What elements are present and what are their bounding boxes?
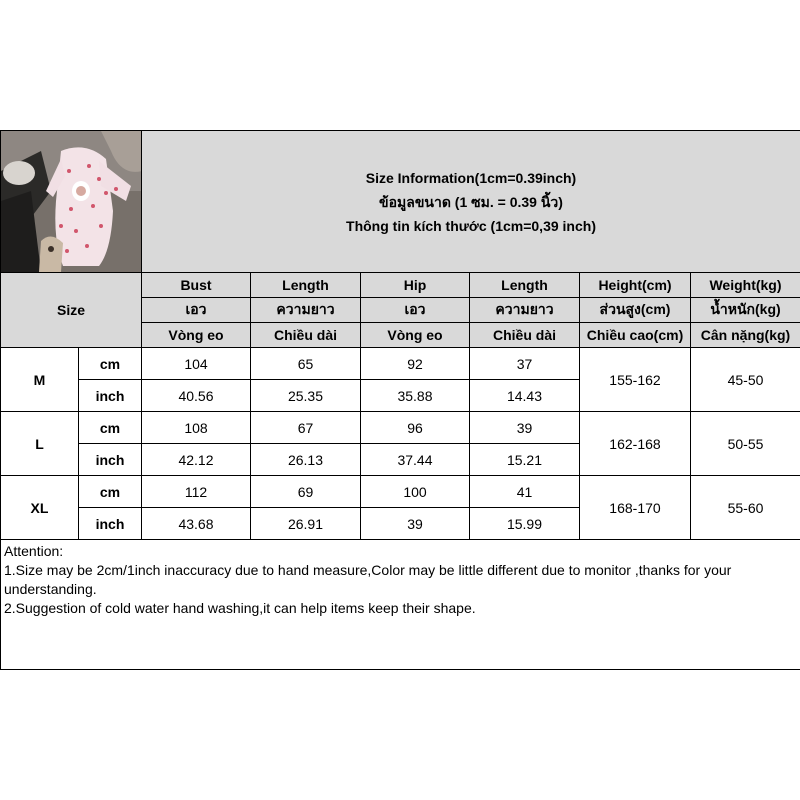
value-cell: 39 [361, 508, 470, 540]
weight-range: 45-50 [691, 348, 800, 412]
weight-range: 55-60 [691, 476, 800, 540]
weight-range: 50-55 [691, 412, 800, 476]
col-header-length-2-thai: ความยาว [470, 298, 580, 323]
product-photo-image [1, 131, 142, 272]
size-header: Size [1, 273, 142, 348]
value-cell: 35.88 [361, 380, 470, 412]
value-cell: 67 [251, 412, 361, 444]
unit-label: cm [79, 348, 142, 380]
value-cell: 41 [470, 476, 580, 508]
col-header-height-thai: ส่วนสูง(cm) [580, 298, 691, 323]
title-block [142, 131, 800, 273]
title-vietnamese: Thông tin kích thước (1cm=0,39 inch) [346, 217, 596, 234]
value-cell: 92 [361, 348, 470, 380]
title-english: Size Information(1cm=0.39inch) [365, 169, 577, 186]
col-header-bust-thai: เอว [142, 298, 251, 323]
size-name-m: M [1, 348, 79, 412]
value-cell: 39 [470, 412, 580, 444]
value-cell: 96 [361, 412, 470, 444]
product-photo [1, 131, 142, 273]
value-cell: 14.43 [470, 380, 580, 412]
unit-label: inch [79, 444, 142, 476]
unit-label: inch [79, 508, 142, 540]
col-header-hip: Hip [361, 273, 470, 298]
value-cell: 104 [142, 348, 251, 380]
value-cell: 15.21 [470, 444, 580, 476]
header-row-english [1, 273, 800, 298]
value-cell: 26.91 [251, 508, 361, 540]
col-header-bust-vi: Vòng eo [142, 323, 251, 348]
col-header-bust: Bust [142, 273, 251, 298]
value-cell: 43.68 [142, 508, 251, 540]
height-range: 155-162 [580, 348, 691, 412]
unit-label: inch [79, 380, 142, 412]
col-header-height: Height(cm) [580, 273, 691, 298]
attention-line-1: 1.Size may be 2cm/1inch inaccuracy due to hand measure,Color may be little different due to monitor ,thanks for your understanding. [4, 562, 732, 597]
col-header-length-vi: Chiều dài [251, 323, 361, 348]
value-cell: 42.12 [142, 444, 251, 476]
size-name-xl: XL [1, 476, 79, 540]
value-cell: 37.44 [361, 444, 470, 476]
value-cell: 26.13 [251, 444, 361, 476]
value-cell: 108 [142, 412, 251, 444]
col-header-weight: Weight(kg) [691, 273, 800, 298]
col-header-weight-thai: น้ำหนัก(kg) [691, 298, 800, 323]
size-name-l: L [1, 412, 79, 476]
col-header-height-vi: Chiều cao(cm) [580, 323, 691, 348]
value-cell: 40.56 [142, 380, 251, 412]
col-header-length-2-vi: Chiều dài [470, 323, 580, 348]
attention-row [1, 540, 800, 670]
value-cell: 100 [361, 476, 470, 508]
col-header-length-thai: ความยาว [251, 298, 361, 323]
unit-label: cm [79, 476, 142, 508]
unit-label: cm [79, 412, 142, 444]
col-header-length-2: Length [470, 273, 580, 298]
value-cell: 15.99 [470, 508, 580, 540]
size-chart-sheet [0, 130, 800, 670]
table-row [1, 412, 800, 444]
title-thai: ข้อมูลขนาด (1 ซม. = 0.39 นิ้ว) [379, 193, 563, 210]
table-row [1, 348, 800, 380]
col-header-hip-vi: Vòng eo [361, 323, 470, 348]
attention-heading: Attention: [4, 543, 64, 559]
height-range: 162-168 [580, 412, 691, 476]
value-cell: 25.35 [251, 380, 361, 412]
attention-line-2: 2.Suggestion of cold water hand washing,it can help items keep their shape. [4, 600, 476, 616]
title-row [1, 131, 800, 273]
col-header-length: Length [251, 273, 361, 298]
table-row [1, 476, 800, 508]
col-header-hip-thai: เอว [361, 298, 470, 323]
attention-notes [1, 540, 800, 670]
col-header-weight-vi: Cân nặng(kg) [691, 323, 800, 348]
value-cell: 65 [251, 348, 361, 380]
value-cell: 112 [142, 476, 251, 508]
value-cell: 69 [251, 476, 361, 508]
value-cell: 37 [470, 348, 580, 380]
height-range: 168-170 [580, 476, 691, 540]
size-chart-table [0, 130, 800, 670]
